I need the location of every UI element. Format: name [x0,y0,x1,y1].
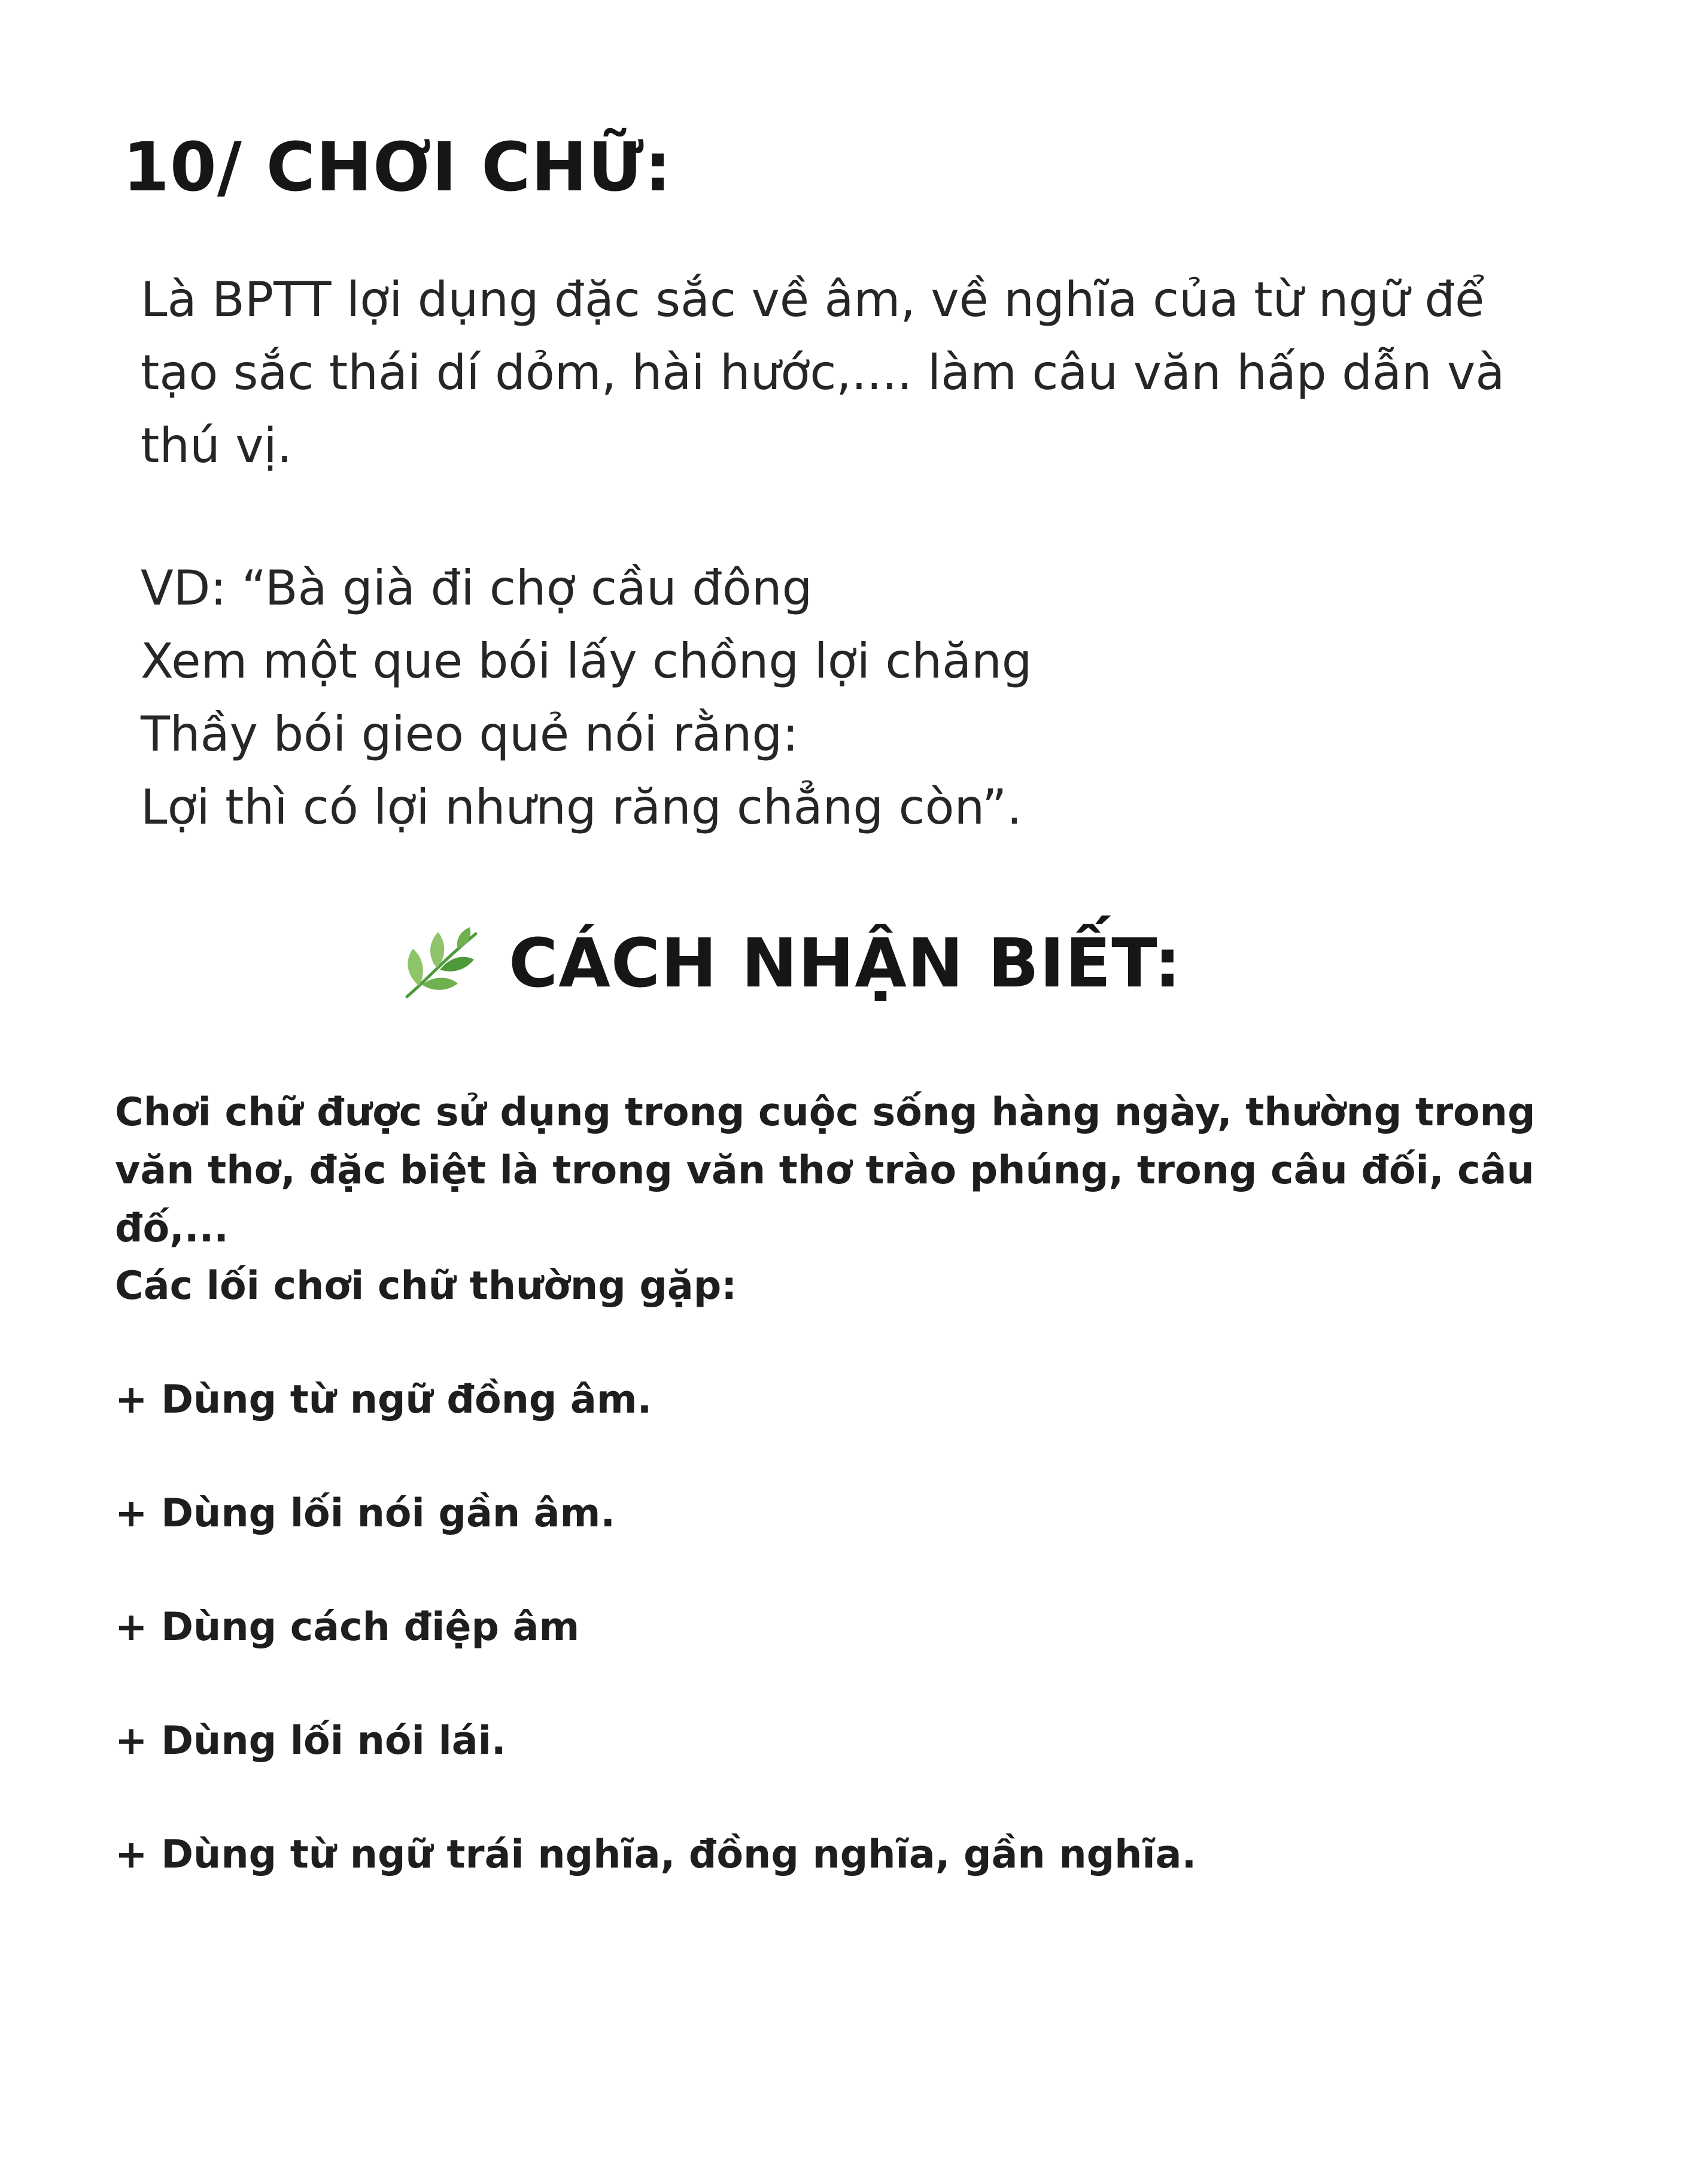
list-item: + Dùng từ ngữ đồng âm. [115,1377,652,1422]
list-item: + Dùng cách điệp âm [115,1605,580,1650]
recognition-title: CÁCH NHẬN BIẾT: [509,925,1182,1003]
list-heading: Các lối chơi chữ thường gặp: [115,1264,737,1308]
poem-line: Xem một que bói lấy chồng lợi chăng [141,633,1032,689]
page-title: 10/ CHƠI CHỮ: [123,129,672,207]
leaf-icon [395,925,485,1003]
poem-line: VD: “Bà già đi chợ cầu đông [141,560,813,616]
poem-line: Lợi thì có lợi nhưng răng chẳng còn”. [141,779,1022,835]
list-item: + Dùng lối nói gần âm. [115,1491,616,1536]
poem-line: Thầy bói gieo quẻ nói rằng: [141,706,799,762]
list-item: + Dùng lối nói lái. [115,1719,506,1763]
example-poem [141,552,1517,844]
list-item: + Dùng từ ngữ trái nghĩa, đồng nghĩa, gần nghĩa. [115,1832,1197,1877]
recognition-intro: Chơi chữ được sử dụng trong cuộc sống hàng ngày, thường trong văn thơ, đặc biệt là trong văn thơ trào phúng, trong câu đối, câu đố,... [115,1090,1536,1251]
recognition-heading [395,919,1181,1009]
definition-paragraph: Là BPTT lợi dụng đặc sắc về âm, về nghĩa của từ ngữ để tạo sắc thái dí dỏm, hài hước,.... làm câu văn hấp dẫn và thú vị. [141,272,1505,473]
